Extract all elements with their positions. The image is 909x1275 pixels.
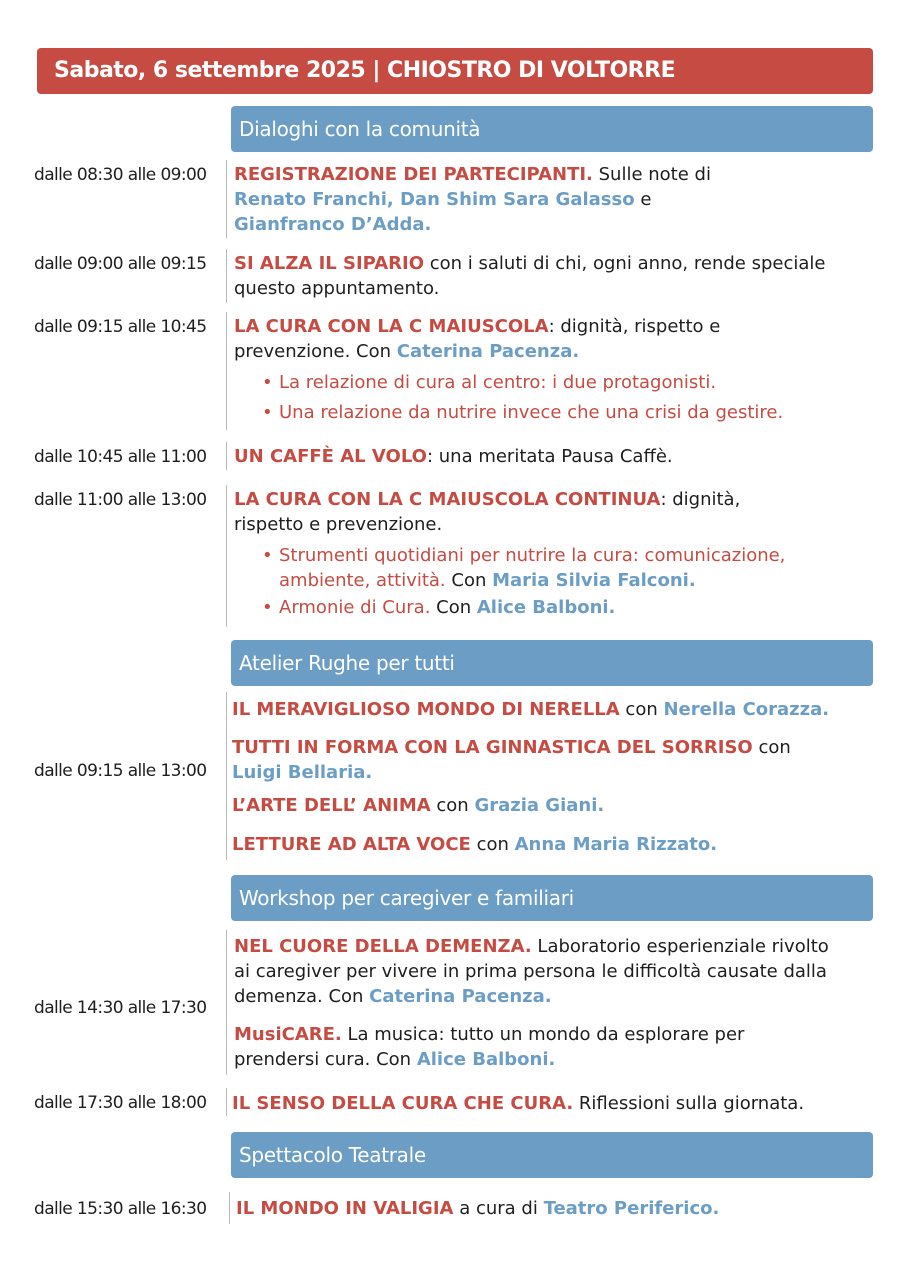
- bullet-text: Strumenti quotidiani per nutrire la cura: comunicazione, ambiente, attività.: [279, 545, 786, 591]
- speaker-name: Alice Balboni.: [476, 597, 616, 618]
- speaker-name: Gianfranco D’Adda.: [234, 214, 432, 235]
- entry-title: LA CURA CON LA C MAIUSCOLA: [234, 316, 549, 337]
- program-entry: [232, 697, 872, 722]
- speaker-name: Grazia Giani.: [474, 795, 605, 816]
- divider: [226, 442, 227, 470]
- divider: [226, 160, 227, 238]
- speaker-name: Luigi Bellaria.: [232, 762, 373, 783]
- time-slot: dalle 09:00 alle 09:15: [34, 254, 207, 274]
- entry-text: a cura di: [453, 1198, 544, 1219]
- section-header-atelier: Atelier Rughe per tutti: [231, 640, 873, 686]
- divider: [226, 1088, 227, 1116]
- entry-text: Sulle note di: [592, 164, 711, 185]
- speaker-name: Alice Balboni.: [416, 1049, 556, 1070]
- entry-text: : dignità, rispetto e prevenzione. Con: [234, 316, 721, 362]
- activity-title: TUTTI IN FORMA CON LA GINNASTICA DEL SORRISO: [232, 737, 753, 758]
- program-entry: [236, 1196, 876, 1221]
- entry-text: : una meritata Pausa Caffè.: [426, 446, 673, 467]
- divider: [226, 930, 227, 1075]
- divider: [226, 312, 227, 430]
- program-entry: [234, 934, 834, 1009]
- entry-title: IL SENSO DELLA CURA CHE CURA.: [232, 1093, 574, 1114]
- speaker-names: Renato Franchi, Dan Shim Sara Galasso: [234, 189, 635, 210]
- speaker-name: Caterina Pacenza.: [396, 341, 580, 362]
- entry-text: con: [752, 737, 791, 758]
- program-entry: [234, 1022, 834, 1072]
- entry-title: LA CURA CON LA C MAIUSCOLA CONTINUA: [234, 489, 661, 510]
- time-slot: dalle 11:00 alle 13:00: [34, 490, 207, 510]
- program-entry: [232, 1091, 872, 1116]
- divider: [226, 249, 227, 303]
- bullet-icon: •: [262, 597, 273, 618]
- activity-title: IL MERAVIGLIOSO MONDO DI NERELLA: [232, 699, 620, 720]
- bullet-item: [262, 595, 874, 620]
- time-slot: dalle 08:30 alle 09:00: [34, 165, 207, 185]
- divider: [226, 692, 227, 860]
- program-entry: [232, 735, 872, 785]
- entry-title: REGISTRAZIONE DEI PARTECIPANTI.: [234, 164, 593, 185]
- activity-title: NEL CUORE DELLA DEMENZA.: [234, 936, 532, 957]
- activity-title: MusiCARE.: [234, 1024, 342, 1045]
- entry-text: : dignità, rispetto e prevenzione.: [234, 489, 741, 535]
- entry-text: e: [634, 189, 652, 210]
- entry-title: UN CAFFÈ AL VOLO: [234, 446, 427, 467]
- bullet-text: Con: [445, 570, 493, 591]
- entry-title: SI ALZA IL SIPARIO: [234, 253, 425, 274]
- speaker-name: Anna Maria Rizzato.: [514, 834, 718, 855]
- bullet-text: La relazione di cura al centro: i due protagonisti.: [279, 372, 717, 393]
- entry-text: con i saluti di chi, ogni anno, rende speciale questo appuntamento.: [234, 253, 826, 299]
- bullet-icon: •: [262, 372, 273, 393]
- program-entry: [232, 832, 872, 857]
- entry-text: con: [430, 795, 475, 816]
- program-entry: [234, 162, 874, 237]
- bullet-item: [262, 370, 874, 395]
- entry-text: La musica: tutto un mondo da esplorare per prendersi cura. Con: [234, 1024, 745, 1070]
- company-name: Teatro Periferico.: [543, 1198, 720, 1219]
- entry-title: IL MONDO IN VALIGIA: [236, 1198, 454, 1219]
- speaker-name: Nerella Corazza.: [663, 699, 830, 720]
- date-venue-banner: Sabato, 6 settembre 2025 | CHIOSTRO DI VOLTORRE: [37, 48, 873, 94]
- program-entry: [232, 793, 872, 818]
- speaker-name: Caterina Pacenza.: [369, 986, 552, 1007]
- entry-text: con: [470, 834, 515, 855]
- time-slot: dalle 17:30 alle 18:00: [34, 1093, 207, 1113]
- entry-text: Laboratorio esperienziale rivolto ai caregiver per vivere in prima persona le difficoltà causate dalla demenza. Con: [234, 936, 829, 1007]
- time-slot: dalle 14:30 alle 17:30: [34, 998, 207, 1018]
- section-header-dialoghi: Dialoghi con la comunità: [231, 106, 873, 152]
- activity-title: LETTURE AD ALTA VOCE: [232, 834, 471, 855]
- program-entry: [234, 314, 794, 364]
- section-header-spettacolo: Spettacolo Teatrale: [231, 1132, 873, 1178]
- bullet-item: [262, 543, 874, 593]
- activity-title: L’ARTE DELL’ ANIMA: [232, 795, 431, 816]
- time-slot: dalle 10:45 alle 11:00: [34, 447, 207, 467]
- divider: [226, 485, 227, 627]
- bullet-item: [262, 400, 874, 425]
- section-header-workshop: Workshop per caregiver e familiari: [231, 875, 873, 921]
- time-slot: dalle 09:15 alle 13:00: [34, 761, 207, 781]
- entry-text: con: [619, 699, 664, 720]
- time-slot: dalle 09:15 alle 10:45: [34, 317, 207, 337]
- speaker-name: Maria Silvia Falconi.: [492, 570, 696, 591]
- program-entry: [234, 487, 814, 537]
- program-entry: [234, 444, 874, 469]
- bullet-text: Con: [430, 597, 477, 618]
- program-entry: [234, 251, 834, 301]
- divider: [229, 1192, 230, 1224]
- bullet-icon: •: [262, 402, 273, 423]
- bullet-icon: •: [262, 545, 273, 566]
- time-slot: dalle 15:30 alle 16:30: [34, 1199, 207, 1219]
- bullet-text: Armonie di Cura.: [279, 597, 431, 618]
- bullet-text: Una relazione da nutrire invece che una crisi da gestire.: [279, 402, 784, 423]
- entry-text: Riflessioni sulla giornata.: [573, 1093, 805, 1114]
